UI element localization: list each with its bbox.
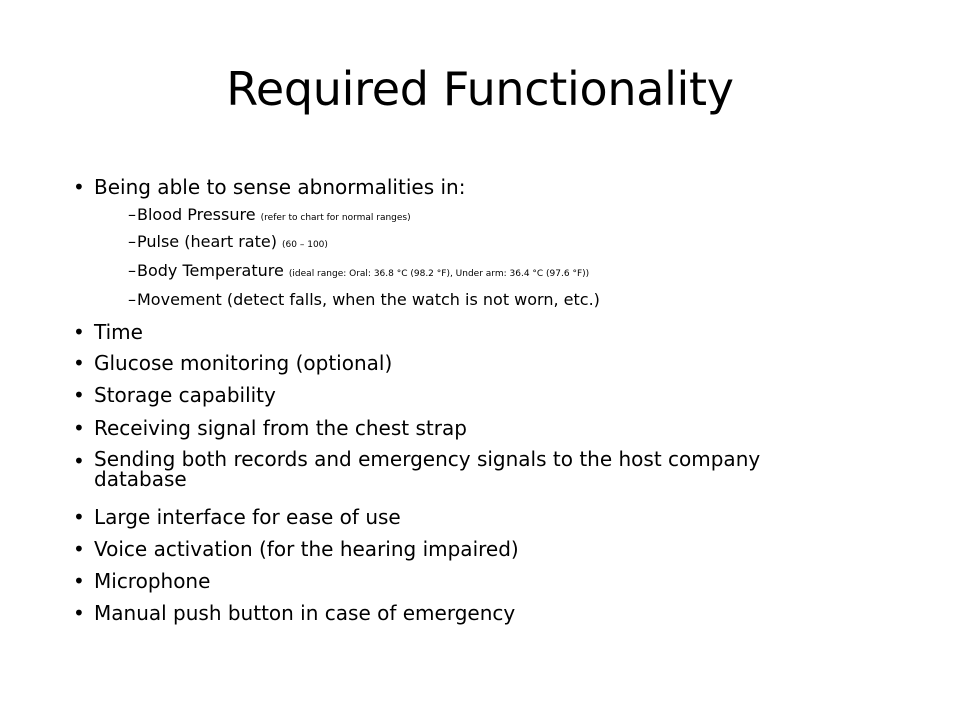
- bullet-marker: •: [73, 449, 85, 473]
- bullet-text: Sending both records and emergency signals to the host company database: [94, 447, 761, 491]
- bullet-text: Being able to sense abnormalities in:: [94, 175, 466, 199]
- bullet-text: Receiving signal from the chest strap: [94, 416, 467, 440]
- sub-item-main: Movement (detect falls, when the watch is not worn, etc.): [137, 290, 600, 309]
- sub-item-main: Blood Pressure: [137, 205, 256, 224]
- bullet-marker: •: [73, 537, 85, 561]
- sub-item-text: [137, 232, 328, 255]
- slide-title: Required Functionality: [226, 62, 734, 116]
- sub-item-note: (refer to chart for normal ranges): [260, 213, 411, 223]
- bullet-text: Voice activation (for the hearing impaired): [94, 537, 519, 561]
- sub-item-main: Body Temperature: [137, 261, 284, 280]
- sub-item-main: Pulse (heart rate): [137, 232, 277, 251]
- bullet-text: Time: [94, 320, 143, 344]
- bullet-marker: •: [73, 320, 85, 344]
- bullet-marker: •: [73, 416, 85, 440]
- bullet-marker: •: [73, 601, 85, 625]
- dash-marker: –: [128, 232, 136, 251]
- bullet-marker: •: [73, 351, 85, 375]
- dash-marker: –: [128, 205, 136, 224]
- dash-marker: –: [128, 290, 136, 309]
- bullet-marker: •: [73, 383, 85, 407]
- bullet-marker: •: [73, 175, 85, 199]
- bullet-text: Glucose monitoring (optional): [94, 351, 393, 375]
- bullet-marker: •: [73, 569, 85, 593]
- bullet-text: Large interface for ease of use: [94, 505, 401, 529]
- dash-marker: –: [128, 261, 136, 280]
- sub-item-text: [137, 261, 589, 284]
- sub-item-note: (60 – 100): [282, 240, 328, 250]
- bullet-text: Microphone: [94, 569, 211, 593]
- bullet-text: Manual push button in case of emergency: [94, 601, 516, 625]
- bullet-text: Storage capability: [94, 383, 276, 407]
- sub-item-text: [137, 205, 411, 228]
- bullet-marker: •: [73, 505, 85, 529]
- sub-item-text: [137, 290, 600, 310]
- sub-item-note: (ideal range: Oral: 36.8 °C (98.2 °F), Under arm: 36.4 °C (97.6 °F)): [288, 269, 590, 279]
